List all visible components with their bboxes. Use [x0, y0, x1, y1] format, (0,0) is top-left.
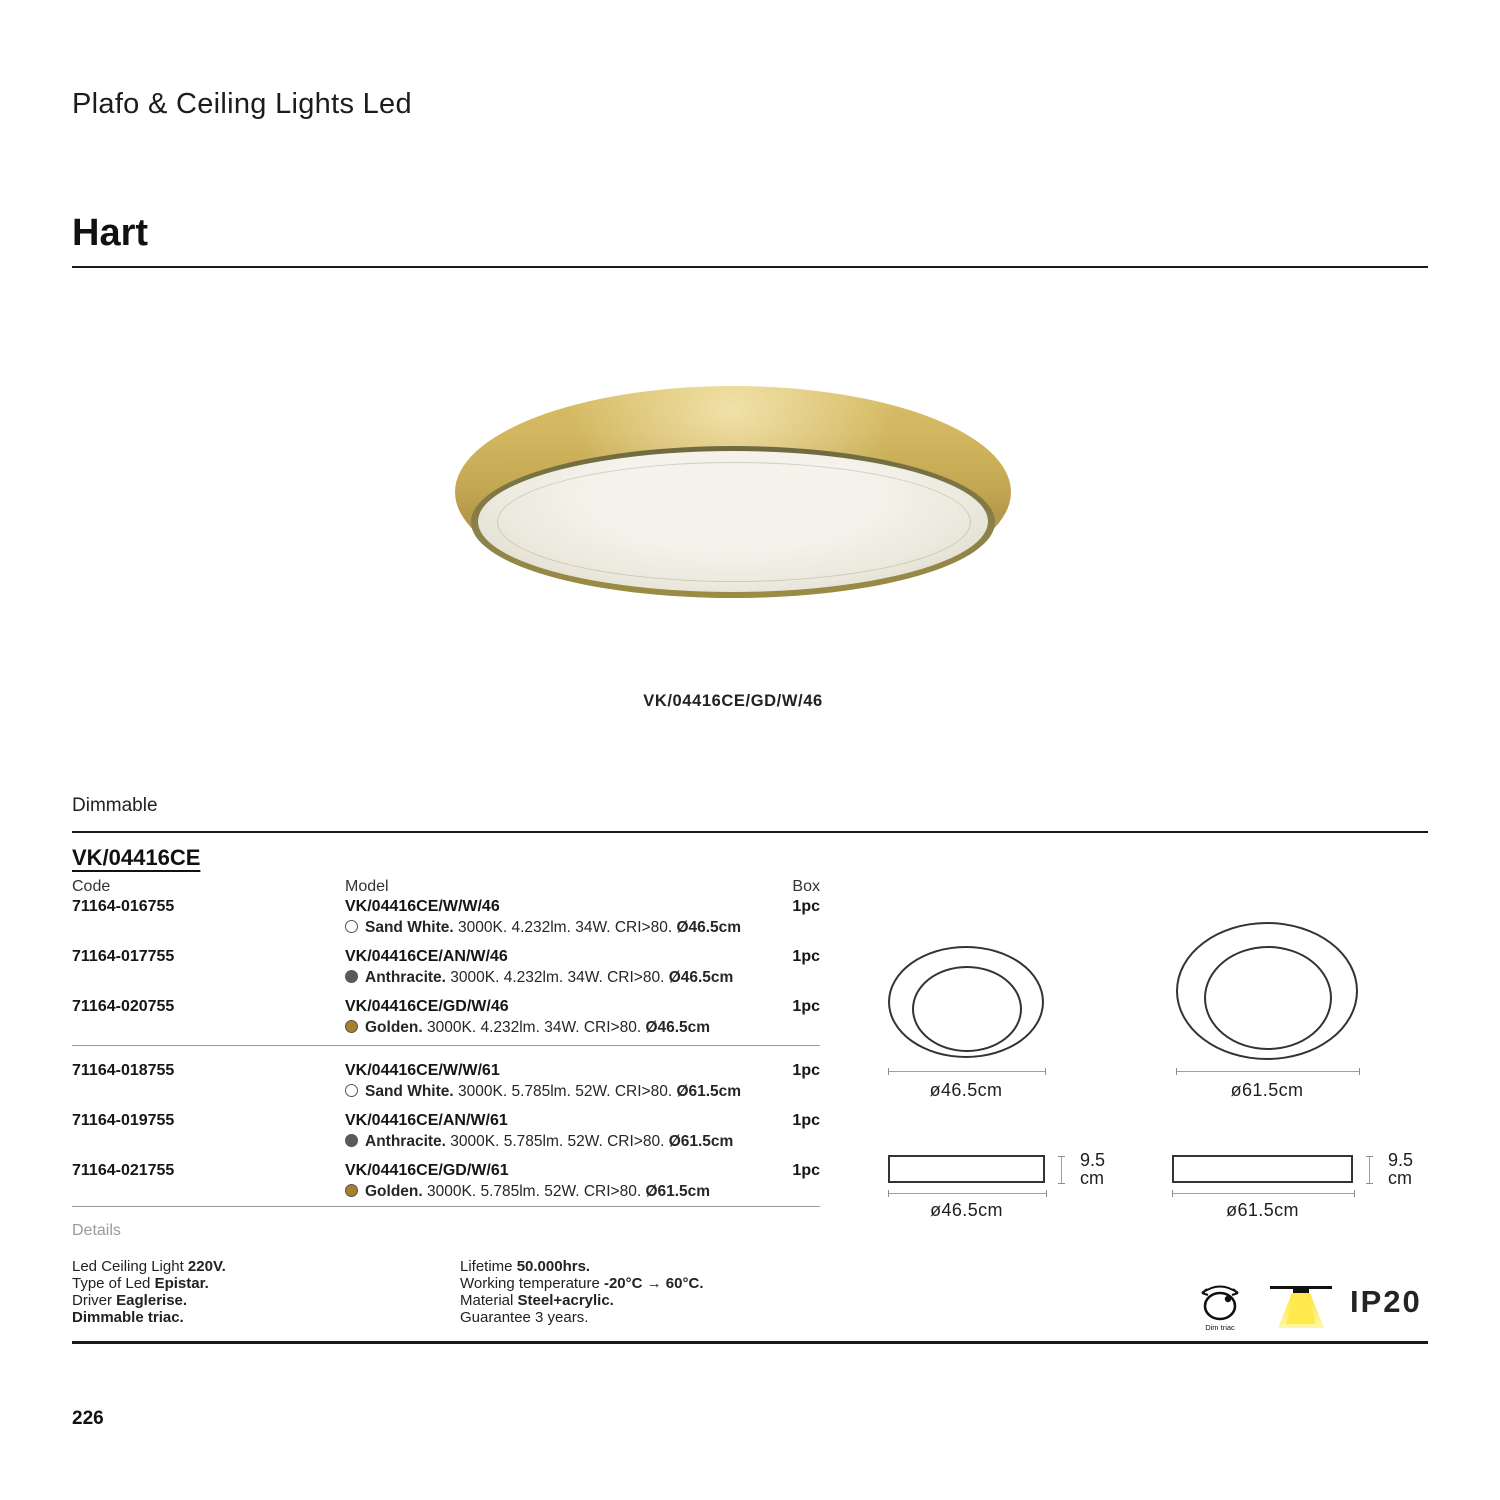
diameter-value: Ø61.5cm	[645, 1183, 711, 1200]
product-specs	[345, 919, 815, 937]
detail-line: Led Ceiling Light 220V.	[72, 1258, 226, 1275]
dimmable-label: Dimmable	[72, 795, 158, 816]
specs-text: 3000K. 4.232lm. 34W. CRI>80.	[427, 1019, 642, 1036]
dim-triac-icon	[1190, 1276, 1250, 1341]
color-name: Anthracite.	[365, 1133, 446, 1150]
product-specs	[345, 1133, 815, 1151]
side-dimension-line-61	[1172, 1190, 1355, 1197]
specs-text: 3000K. 5.785lm. 52W. CRI>80.	[458, 1083, 673, 1100]
height-line-61	[1366, 1156, 1373, 1184]
color-swatch-icon	[345, 970, 358, 983]
color-name: Sand White.	[365, 1083, 454, 1100]
specs-text: 3000K. 5.785lm. 52W. CRI>80.	[450, 1133, 665, 1150]
color-swatch-icon	[345, 1134, 358, 1147]
details-heading: Details	[72, 1222, 121, 1239]
diameter-value: Ø46.5cm	[676, 919, 742, 936]
product-code: 71164-019755	[72, 1112, 175, 1129]
product-photo	[455, 386, 1011, 598]
color-name: Golden.	[365, 1183, 423, 1200]
product-model: VK/04416CE/W/W/46	[345, 898, 500, 915]
box-quantity: 1pc	[792, 1162, 820, 1179]
diameter-value: Ø61.5cm	[668, 1133, 734, 1150]
color-swatch-icon	[345, 1184, 358, 1197]
side-diameter-label-46: ø46.5cm	[930, 1200, 1003, 1220]
diameter-value: Ø46.5cm	[645, 1019, 711, 1036]
product-code: 71164-016755	[72, 898, 175, 915]
detail-line: Material Steel+acrylic.	[460, 1292, 614, 1309]
title-divider	[72, 266, 1428, 268]
photo-caption: VK/04416CE/GD/W/46	[643, 692, 823, 710]
height-label-61: 9.5 cm	[1388, 1150, 1414, 1188]
product-code: 71164-018755	[72, 1062, 175, 1079]
product-code: 71164-020755	[72, 998, 175, 1015]
height-line-46	[1058, 1156, 1065, 1184]
dimension-line-61	[1176, 1068, 1360, 1075]
box-quantity: 1pc	[792, 948, 820, 965]
diameter-value: Ø61.5cm	[676, 1083, 742, 1100]
dimension-line-46	[888, 1068, 1046, 1075]
detail-line: Driver Eaglerise.	[72, 1292, 188, 1309]
box-quantity: 1pc	[792, 998, 820, 1015]
side-diameter-label-61: ø61.5cm	[1226, 1200, 1299, 1220]
ceiling-light-icon	[1268, 1280, 1334, 1339]
product-specs	[345, 1083, 815, 1101]
detail-line: Lifetime 50.000hrs.	[460, 1258, 591, 1275]
col-header-model: Model	[345, 878, 389, 895]
page-title: Hart	[72, 212, 149, 254]
size-group-divider	[72, 1045, 820, 1046]
diameter-label-46: ø46.5cm	[929, 1080, 1003, 1100]
col-header-code: Code	[72, 878, 111, 895]
box-quantity: 1pc	[792, 898, 820, 915]
ip-rating-badge: IP20	[1350, 1284, 1422, 1319]
details-divider	[72, 1206, 820, 1207]
category-heading: Plafo & Ceiling Lights Led	[72, 88, 412, 120]
product-model: VK/04416CE/GD/W/46	[345, 998, 509, 1015]
color-name: Golden.	[365, 1019, 423, 1036]
series-code-heading: VK/04416CE	[72, 845, 201, 870]
detail-line: Type of Led Epistar.	[72, 1275, 209, 1292]
footer-divider	[72, 1341, 1428, 1344]
product-specs	[345, 1019, 815, 1037]
product-specs	[345, 1183, 815, 1201]
product-model: VK/04416CE/GD/W/61	[345, 1162, 509, 1179]
top-view-61-inner	[1204, 946, 1332, 1050]
diameter-value: Ø46.5cm	[668, 969, 734, 986]
col-header-box: Box	[792, 878, 820, 895]
lamp-diffuser-ring	[497, 462, 971, 582]
box-quantity: 1pc	[792, 1062, 820, 1079]
height-label-46: 9.5 cm	[1080, 1150, 1106, 1188]
box-quantity: 1pc	[792, 1112, 820, 1129]
color-swatch-icon	[345, 1020, 358, 1033]
product-model: VK/04416CE/AN/W/61	[345, 1112, 508, 1129]
color-swatch-icon	[345, 1084, 358, 1097]
svg-text:Dim triac: Dim triac	[1205, 1323, 1235, 1332]
page-number: 226	[72, 1408, 104, 1429]
product-model: VK/04416CE/AN/W/46	[345, 948, 508, 965]
side-view-61	[1172, 1155, 1353, 1183]
side-view-46	[888, 1155, 1045, 1183]
product-specs	[345, 969, 815, 987]
detail-line: Dimmable triac.	[72, 1309, 184, 1326]
product-code: 71164-021755	[72, 1162, 175, 1179]
details-right-column	[460, 1258, 840, 1326]
section-divider	[72, 831, 1428, 833]
detail-line: Guarantee 3 years.	[460, 1309, 589, 1326]
product-code: 71164-017755	[72, 948, 175, 965]
specs-text: 3000K. 4.232lm. 34W. CRI>80.	[450, 969, 665, 986]
details-left-column	[72, 1258, 452, 1326]
color-name: Anthracite.	[365, 969, 446, 986]
specs-text: 3000K. 5.785lm. 52W. CRI>80.	[427, 1183, 642, 1200]
diameter-label-61: ø61.5cm	[1230, 1080, 1304, 1100]
detail-line: Working temperature -20°C → 60°C.	[460, 1275, 704, 1292]
color-name: Sand White.	[365, 919, 454, 936]
side-dimension-line-46	[888, 1190, 1047, 1197]
color-swatch-icon	[345, 920, 358, 933]
top-view-46-inner	[912, 966, 1022, 1052]
specs-text: 3000K. 4.232lm. 34W. CRI>80.	[458, 919, 673, 936]
product-model: VK/04416CE/W/W/61	[345, 1062, 500, 1079]
